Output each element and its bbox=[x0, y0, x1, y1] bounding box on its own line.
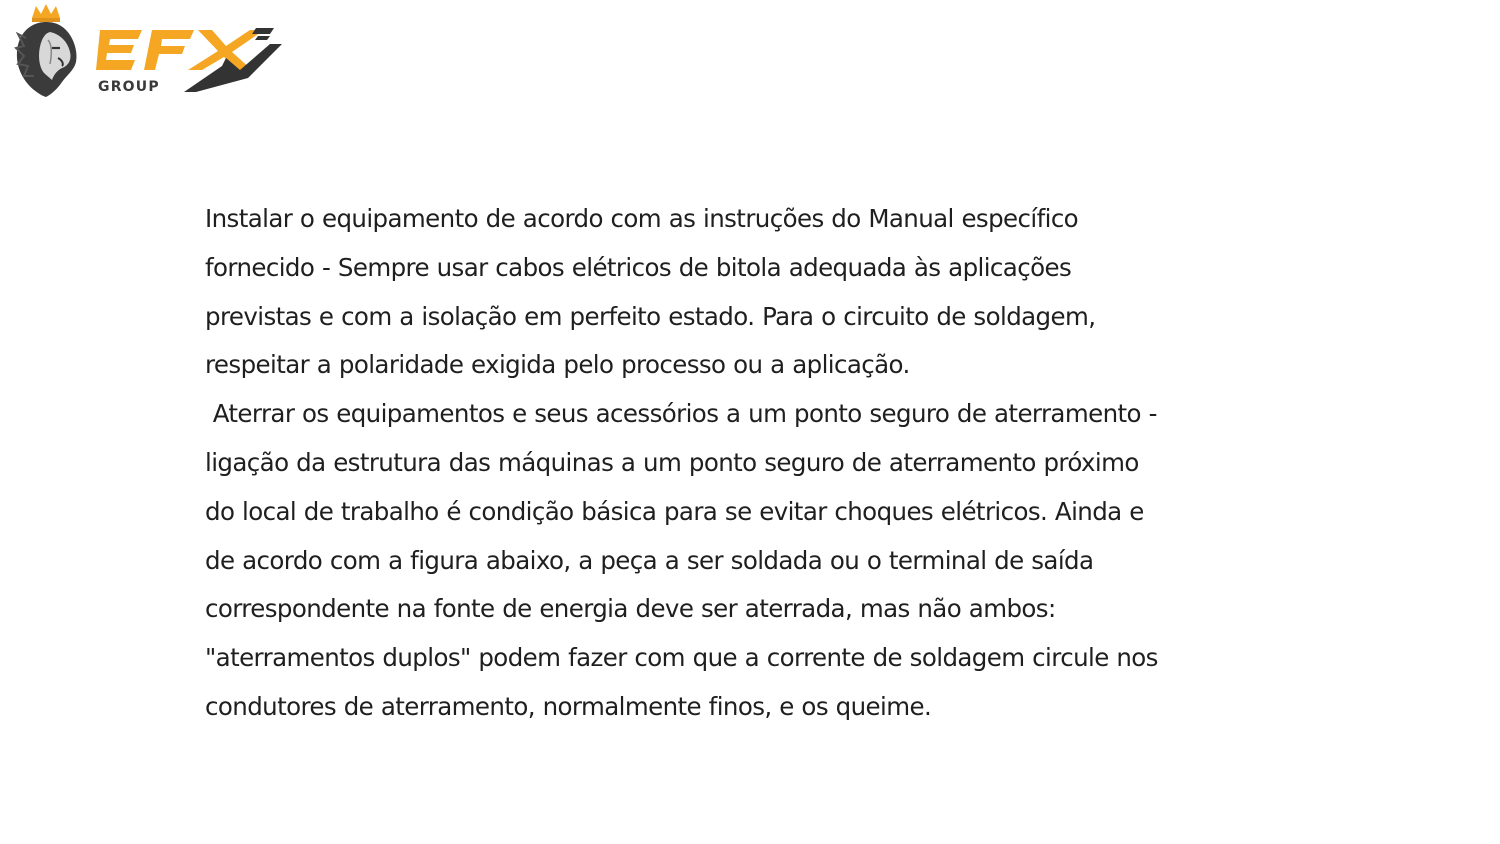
text-line: previstas e com a isolação em perfeito estado. Para o circuito de soldagem, bbox=[205, 301, 1096, 331]
text-line: Instalar o equipamento de acordo com as instruções do Manual específico bbox=[205, 204, 1079, 233]
text-line: fornecido - Sempre usar cabos elétricos de bitola adequada às aplicações bbox=[205, 252, 1072, 282]
lion-crown-icon bbox=[16, 4, 77, 97]
text-line: respeitar a polaridade exigida pelo processo ou a aplicação. bbox=[205, 350, 910, 380]
logo-letter-x bbox=[184, 28, 282, 92]
body-text bbox=[205, 195, 1305, 732]
text-line: ligação da estrutura das máquinas a um ponto seguro de aterramento próximo bbox=[205, 447, 1139, 477]
text-line: "aterramentos duplos" podem fazer com que a corrente de soldagem circule nos bbox=[205, 643, 1158, 673]
text-line: de acordo com a figura abaixo, a peça a ser soldada ou o terminal de saída bbox=[205, 545, 1094, 575]
logo-letter-e bbox=[96, 30, 142, 70]
text-line: condutores de aterramento, normalmente finos, e os queime. bbox=[205, 691, 932, 721]
efx-group-logo bbox=[12, 4, 282, 100]
logo-letter-f bbox=[144, 30, 194, 70]
text-line: Aterrar os equipamentos e seus acessórios a um ponto seguro de aterramento - bbox=[205, 399, 1157, 429]
text-line: correspondente na fonte de energia deve ser aterrada, mas não ambos: bbox=[205, 594, 1056, 624]
logo-sub-text: GROUP bbox=[98, 79, 160, 95]
text-line: do local de trabalho é condição básica para se evitar choques elétricos. Ainda e bbox=[205, 496, 1144, 526]
